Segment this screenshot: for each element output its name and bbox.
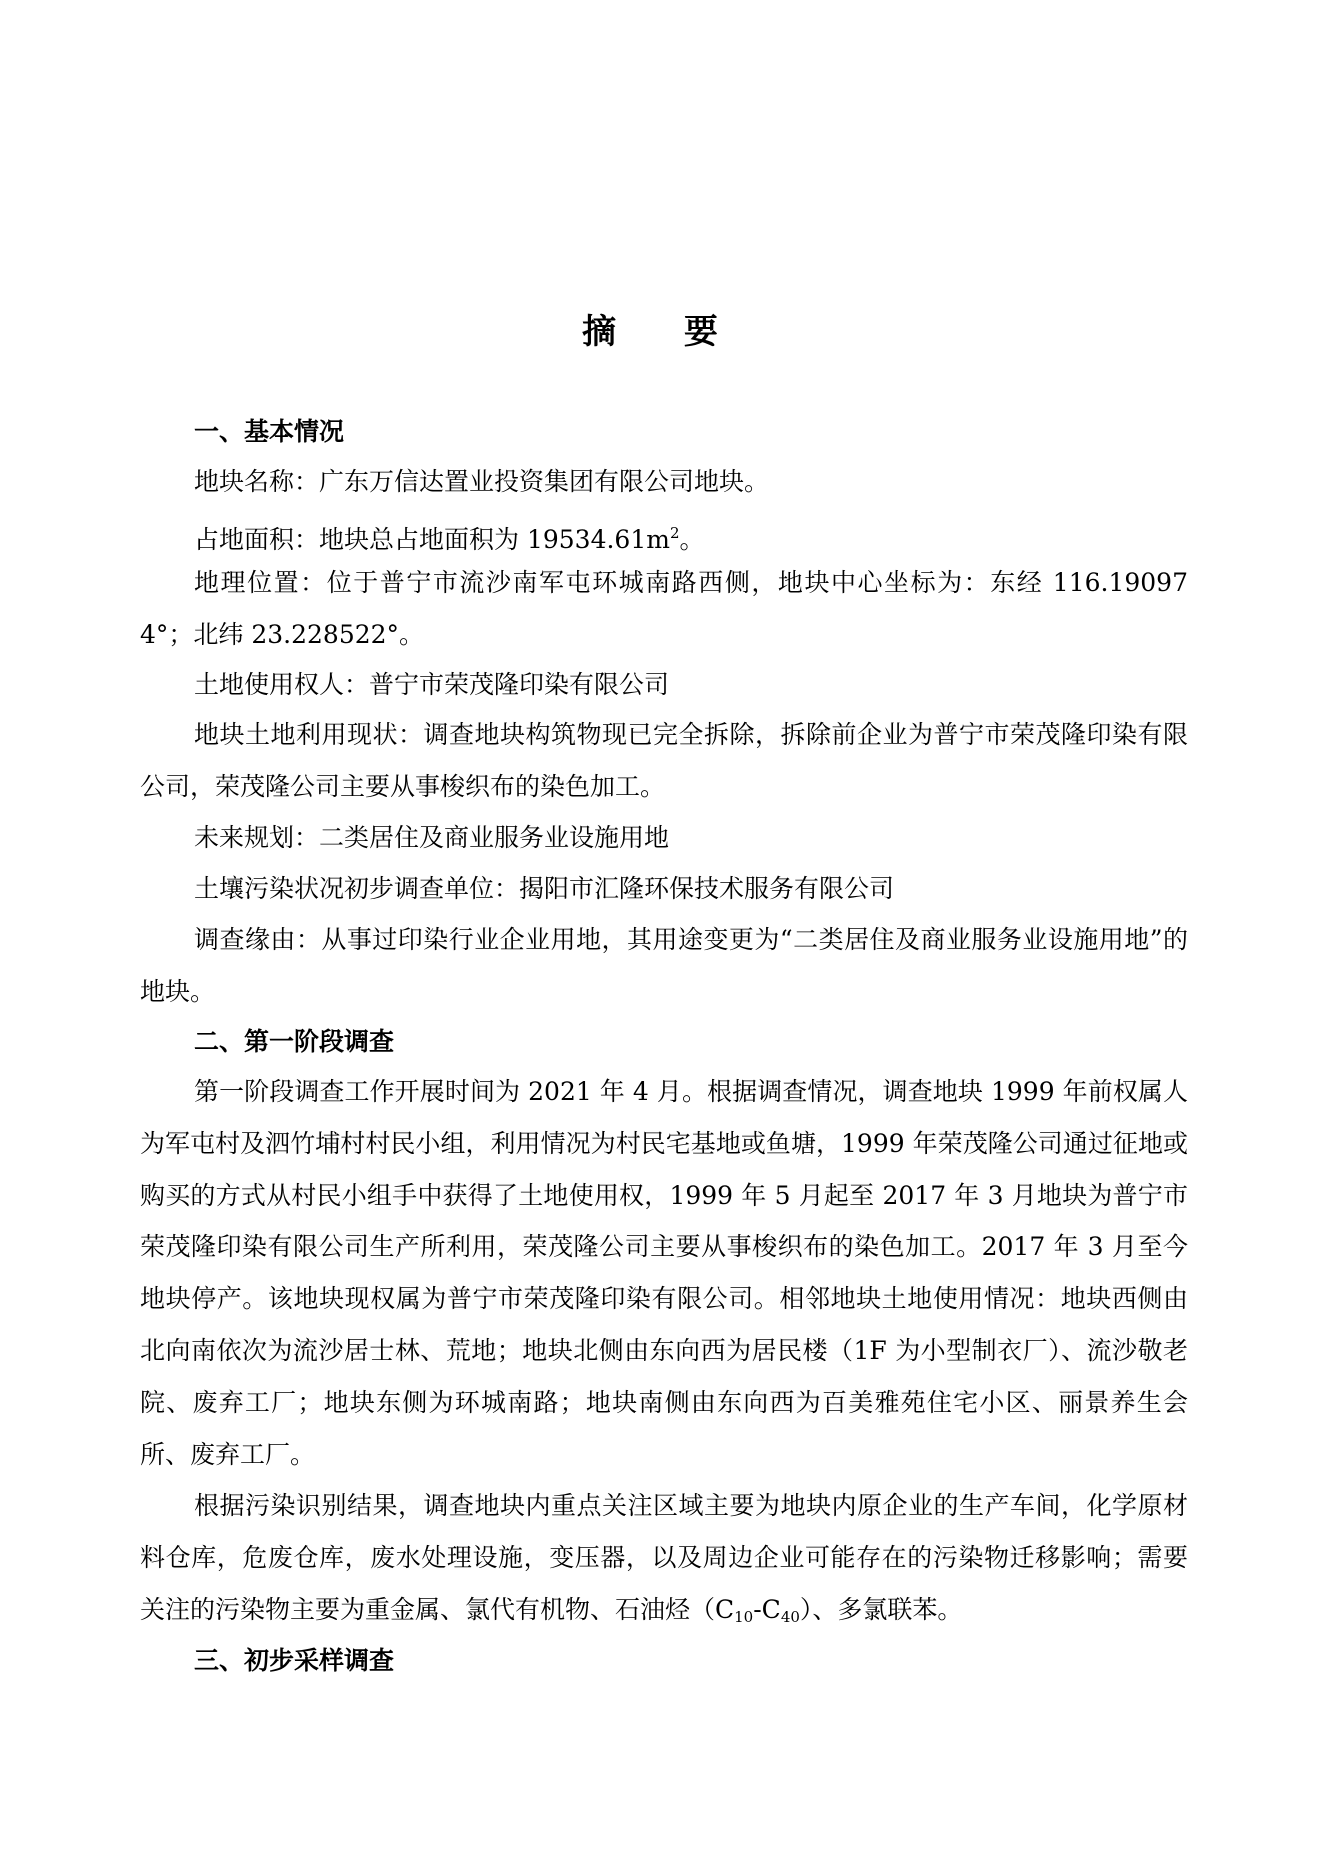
pollution-text-a: 根据污染识别结果，调查地块内重点关注区域主要为地块内原企业的生产车间，化学原材料仓库，危废仓库，废水处理设施，变压器，以及周边企业可能存在的污染物迁移影响；需要关注的污染物主要为重金属、氯代有机物、石油烃（C: [140, 1491, 1188, 1624]
section-heading-initial-sampling: 三、初步采样调查: [194, 1646, 395, 1675]
section-heading-basic-info: 一、基本情况: [194, 417, 345, 446]
pollution-text-c: ）、多氯联苯。: [799, 1594, 963, 1624]
survey-reason: 调查缘由：从事过印染行业企业用地，其用途变更为“二类居住及商业服务业设施用地”的地块。: [140, 925, 1188, 1006]
land-owner: 土地使用权人：普宁市荣茂隆印染有限公司: [194, 670, 670, 699]
plot-location: 地理位置：位于普宁市流沙南军屯环城南路西侧，地块中心坐标为：东经 116.190974°；北纬 23.228522°。: [140, 568, 1188, 649]
future-plan: 未来规划：二类居住及商业服务业设施用地: [194, 823, 670, 852]
carbon-subscript-40: 40: [780, 1607, 800, 1626]
plot-name: 地块名称：广东万信达置业投资集团有限公司地块。: [194, 467, 770, 496]
land-use-status: 地块土地利用现状：调查地块构筑物现已完全拆除，拆除前企业为普宁市荣茂隆印染有限公司，荣茂隆公司主要从事梭织布的染色加工。: [140, 720, 1188, 801]
plot-area-end: 。: [679, 525, 705, 554]
plot-area-superscript: 2: [669, 524, 680, 542]
phase-one-paragraph: 第一阶段调查工作开展时间为 2021 年 4 月。根据调查情况，调查地块 1999 年前权属人为军屯村及泗竹埔村村民小组，利用情况为村民宅基地或鱼塘，1999 年荣茂隆公司通过征地或购买的方式从村民小组手中获得了土地使用权，1999 年 5 月起至 2017 年 3 月地块为普宁市荣茂隆印染有限公司生产所利用，荣茂隆公司主要从事梭织布的染色加工。2017 年 3 月至今地块停产。该地块现权属为普宁市荣茂隆印染有限公司。相邻地块土地使用情况：地块西侧由北向南依次为流沙居士林、荒地；地块北侧由东向西为居民楼（1F 为小型制衣厂）、流沙敬老院、废弃工厂；地块东侧为环城南路；地块南侧由东向西为百美雅苑住宅小区、丽景养生会所、废弃工厂。: [140, 1077, 1188, 1469]
pollution-identification-paragraph: [140, 1480, 1188, 1635]
survey-unit: 土壤污染状况初步调查单位：揭阳市汇隆环保技术服务有限公司: [194, 874, 895, 903]
pollution-text-b: -C: [753, 1594, 781, 1624]
plot-area: [194, 515, 705, 558]
plot-area-text: 占地面积：地块总占地面积为 19534.61m: [194, 525, 670, 554]
section-heading-phase-one: 二、第一阶段调查: [194, 1027, 395, 1056]
page-title: 摘 要: [582, 312, 746, 352]
carbon-subscript-10: 10: [734, 1607, 754, 1626]
